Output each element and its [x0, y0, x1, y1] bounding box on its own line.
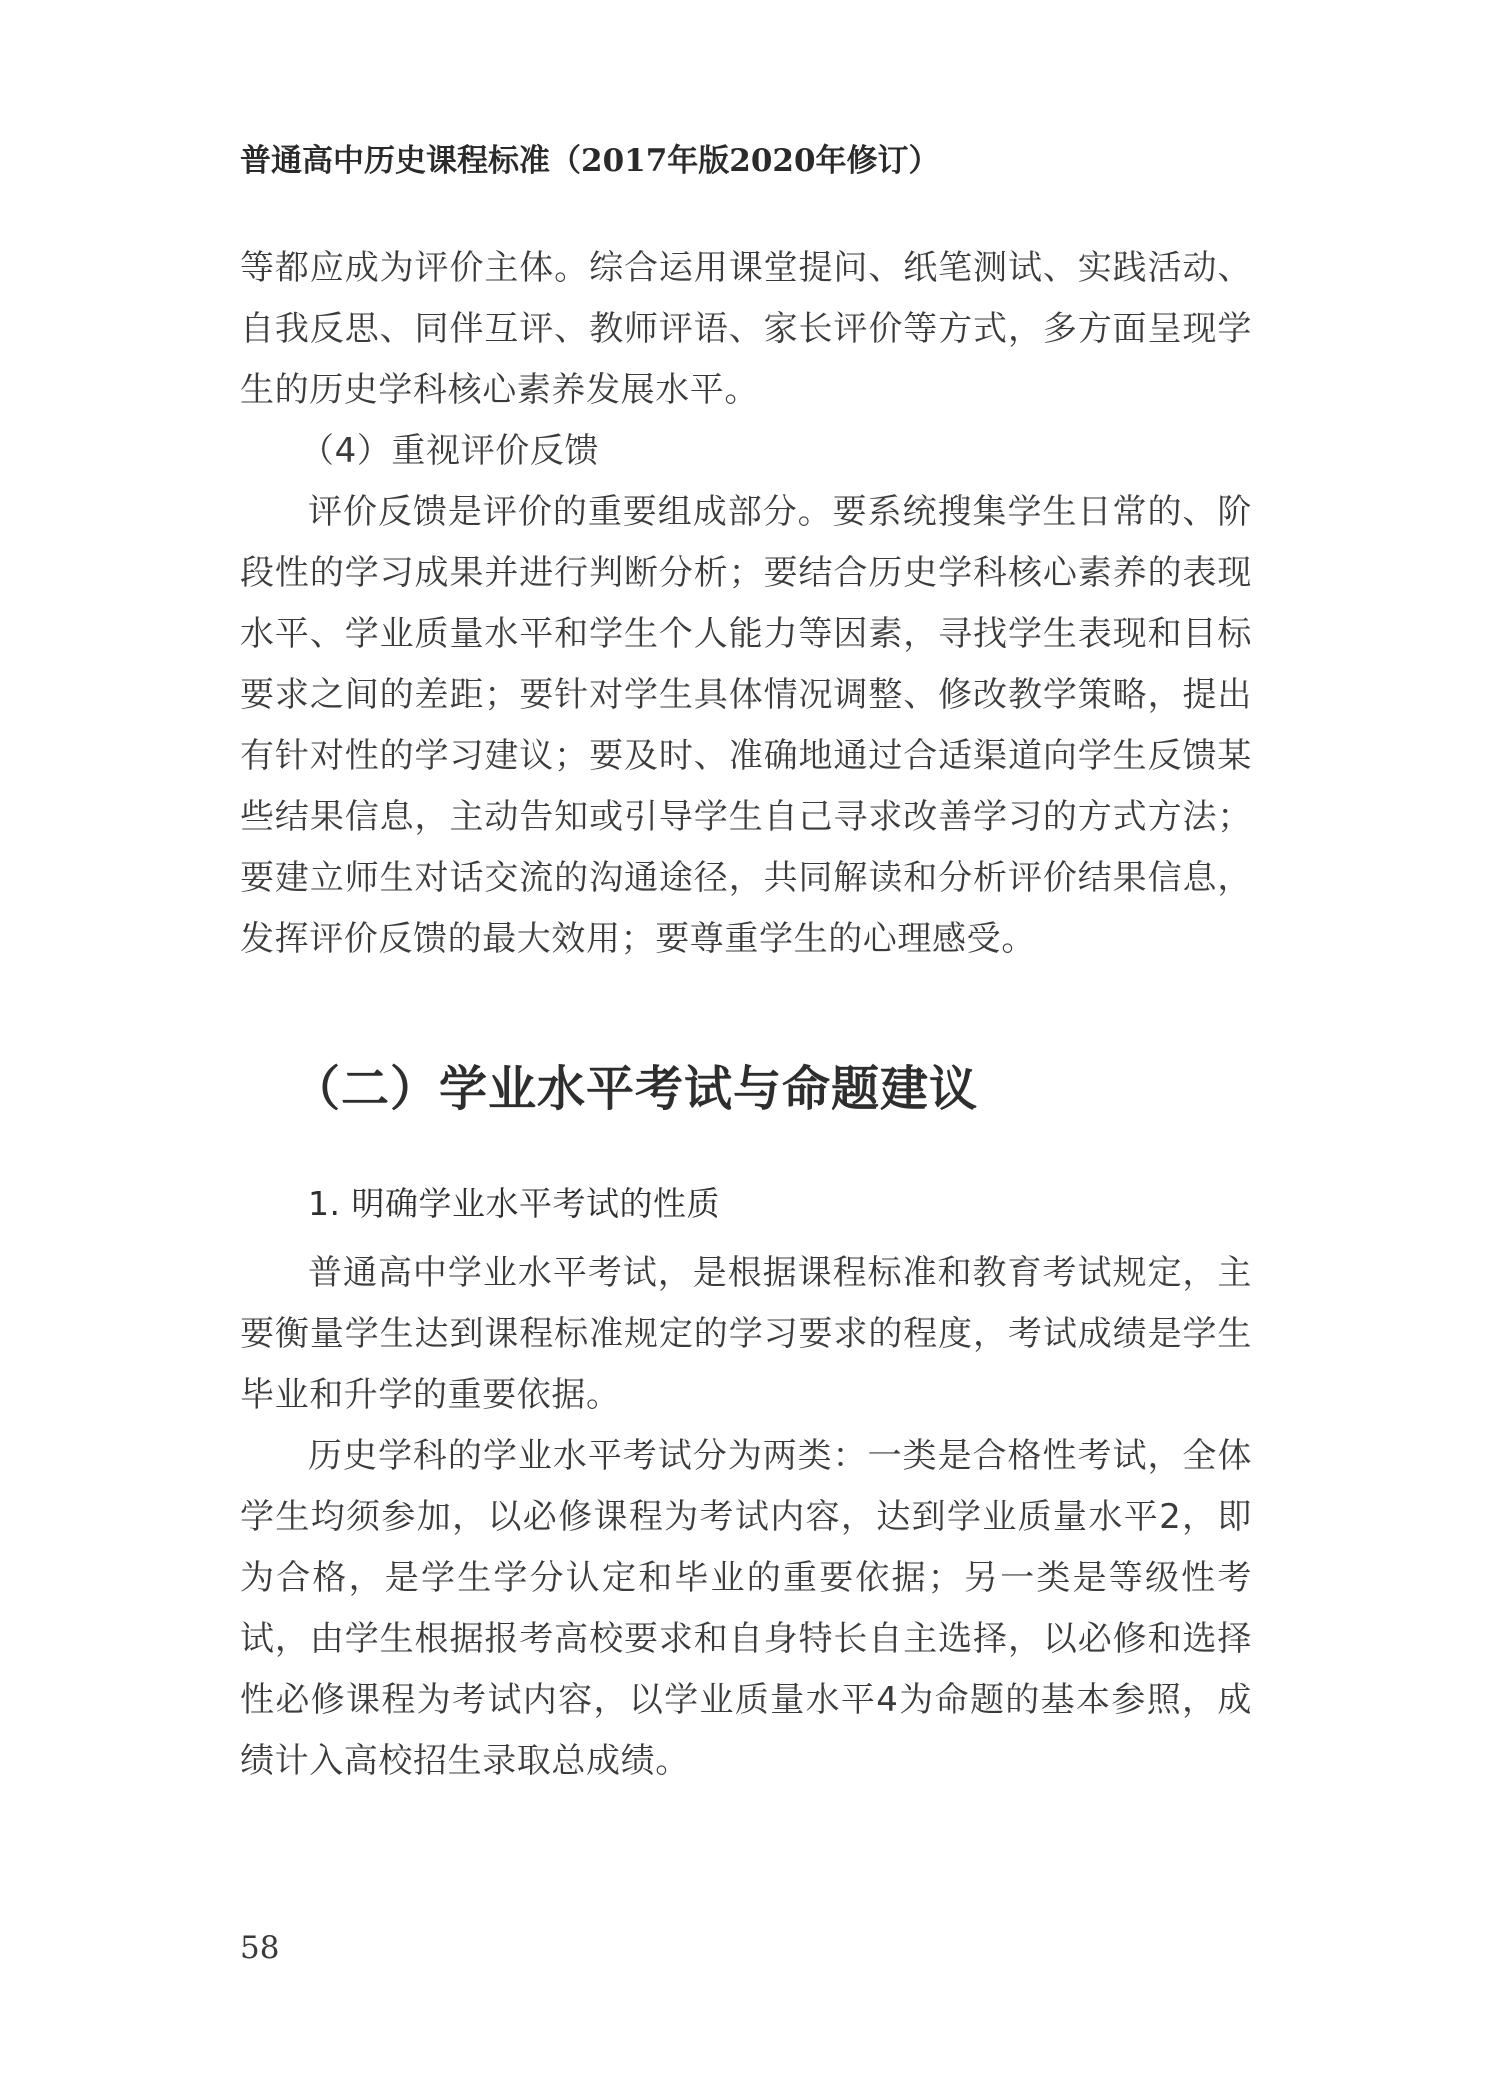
item4-paragraph: 评价反馈是评价的重要组成部分。要系统搜集学生日常的、阶段性的学习成果并进行判断分析；要结合历史学科核心素养的表现水平、学业质量水平和学生个人能力等因素，寻找学生表现和目标要求之间的差距；要针对学生具体情况调整、修改教学策略，提出有针对性的学习建议；要及时、准确地通过合适渠道向学生反馈某些结果信息，主动告知或引导学生自己寻求改善学习的方式方法；要建立师生对话交流的沟通途径，共同解读和分析评价结果信息，发挥评价反馈的最大效用；要尊重学生的心理感受。	[240, 492, 1252, 959]
item4-block	[240, 421, 1252, 970]
page-number: 58	[240, 1930, 280, 1966]
intro-paragraph: 等都应成为评价主体。综合运用课堂提问、纸笔测试、实践活动、自我反思、同伴互评、教师评语、家长评价等方式，多方面呈现学生的历史学科核心素养发展水平。	[240, 248, 1252, 410]
section-title: （二）学业水平考试与命题建议	[292, 1061, 979, 1117]
subsection1-paragraph-1: 普通高中学业水平考试，是根据课程标准和教育考试规定，主要衡量学生达到课程标准规定的学习要求的程度，考试成绩是学生毕业和升学的重要依据。	[240, 1253, 1252, 1415]
item4-heading: （4）重视评价反馈	[300, 431, 600, 471]
intro-block	[240, 238, 1252, 421]
subsection1-block	[240, 1243, 1252, 1792]
subsection-title: 1. 明确学业水平考试的性质	[308, 1184, 720, 1223]
subsection1-paragraph-2: 历史学科的学业水平考试分为两类：一类是合格性考试，全体学生均须参加，以必修课程为考试内容，达到学业质量水平2，即为合格，是学生学分认定和毕业的重要依据；另一类是等级性考试，由学生根据报考高校要求和自身特长自主选择，以必修和选择性必修课程为考试内容，以学业质量水平4为命题的基本参照，成绩计入高校招生录取总成绩。	[240, 1436, 1252, 1781]
running-header: 普通高中历史课程标准（2017年版2020年修订）	[240, 143, 940, 179]
